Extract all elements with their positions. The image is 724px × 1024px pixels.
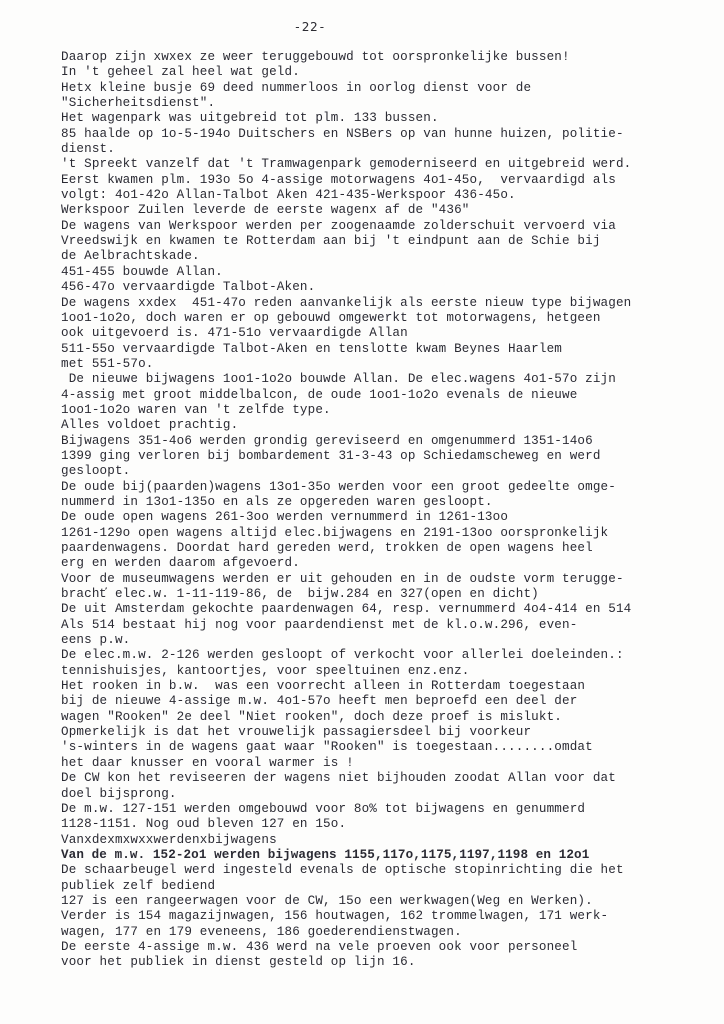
text-line: Vreedswijk en kwamen te Rotterdam aan bij 't eindpunt aan de Schie bij — [61, 234, 601, 249]
text-line: de Aelbrachtskade. — [61, 249, 200, 264]
text-line: "Sicherheitsdienst". — [61, 96, 216, 111]
text-line: doel bijsprong. — [61, 786, 177, 801]
text-line: Het wagenpark was uitgebreid tot plm. 133 bussen. — [61, 111, 439, 126]
text-line: wagen "Rooken" 2e deel "Niet rooken", doch deze proef is mislukt. — [61, 709, 562, 724]
text-line: In 't geheel zal heel wat geld. — [61, 65, 300, 80]
text-line: De uit Amsterdam gekochte paardenwagen 64, resp. vernummerd 4o4-414 en 514 — [61, 602, 632, 617]
text-line: 1261-129o open wagens altijd elec.bijwagens en 2191-13oo oorspronkelijk — [61, 525, 609, 540]
text-line: voor het publiek in dienst gesteld op lijn 16. — [61, 955, 416, 970]
text-line: De nieuwe bijwagens 1oo1-1o2o bouwde Allan. De elec.wagens 4o1-57o zijn — [61, 372, 616, 387]
text-line: De oude bij(paarden)wagens 13o1-35o werden voor een groot gedeelte omge- — [61, 479, 616, 494]
text-line: volgt: 4o1-42o Allan-Talbot Aken 421-435-Werkspoor 436-45o. — [61, 188, 516, 203]
text-line: Daarop zijn xwxex ze weer teruggebouwd tot oorspronkelijke bussen! — [61, 50, 570, 64]
text-line: bij de nieuwe 4-assige m.w. 4o1-57o heeft men beproefd een deel der — [61, 694, 578, 709]
page-number: -22- — [293, 19, 327, 34]
text-line: 1oo1-1o2o, doch waren er op gebouwd omgewerkt tot motorwagens, hetgeen — [61, 310, 601, 325]
text-line: 451-455 bouwde Allan. — [61, 264, 223, 279]
text-line: 4-assig met groot middelbalcon, de oude 1oo1-1o2o evenals de nieuwe — [61, 387, 578, 402]
text-line: publiek zelf bediend — [61, 878, 216, 893]
text-line: 127 is een rangeerwagen voor de CW, 15o een werkwagen(Weg en Werken). — [61, 893, 593, 908]
text-line: eens p.w. — [61, 633, 131, 648]
text-line: De CW kon het reviseeren der wagens niet bijhouden zoodat Allan voor dat — [61, 771, 616, 786]
text-line: De m.w. 127-151 werden omgebouwd voor 8o% tot bijwagens en genummerd — [61, 801, 586, 816]
text-line: De schaarbeugel werd ingesteld evenals de optische stopinrichting die het — [61, 863, 624, 878]
text-line: ook uitgevoerd is. 471-51o vervaardigde Allan — [61, 326, 408, 341]
text-line: 's-winters in de wagens gaat waar "Rooken" is toegestaan........omdat — [61, 740, 593, 755]
text-line: 't Spreekt vanzelf dat 't Tramwagenpark gemoderniseerd en uitgebreid werd. — [61, 157, 632, 172]
text-line — [61, 971, 721, 986]
text-line: De eerste 4-assige m.w. 436 werd na vele proeven ook voor personeel — [61, 939, 578, 954]
text-line: Alles voldoet prachtig. — [61, 418, 239, 433]
text-line: 85 haalde op 1o-5-194o Duitschers en NSBers op van hunne huizen, politie- — [61, 126, 624, 141]
text-line: Werkspoor Zuilen leverde de eerste wagenx af de "436" — [61, 203, 470, 218]
text-line: brachť elec.w. 1-11-119-86, de bijw.284 en 327(open en dicht) — [61, 587, 539, 602]
text-line: De oude open wagens 261-3oo werden vernummerd in 1261-13oo — [61, 510, 509, 525]
text-line: nummerd in 13o1-135o en als ze opgereden waren gesloopt. — [61, 494, 493, 509]
text-line: 1399 ging verloren bij bombardement 31-3-43 op Schiedamscheweg en werd — [61, 448, 601, 463]
text-line: 1oo1-1o2o waren van 't zelfde type. — [61, 402, 331, 417]
text-line: De wagens xxdex 451-47o reden aanvankelijk als eerste nieuw type bijwagen — [61, 295, 632, 310]
text-line: Opmerkelijk is dat het vrouwelijk passagiersdeel bij voorkeur — [61, 725, 532, 740]
text-line: erg en werden daarom afgevoerd. — [61, 556, 300, 571]
text-line: Bijwagens 351-4o6 werden grondig gereviseerd en omgenummerd 1351-14o6 — [61, 433, 593, 448]
text-line: 1128-1151. Nog oud bleven 127 en 15o. — [61, 817, 347, 832]
text-line: Hetx kleine busje 69 deed nummerloos in oorlog dienst voor de — [61, 80, 532, 95]
text-line: wagen, 177 en 179 eveneens, 186 goederendienstwagen. — [61, 924, 462, 939]
text-line: het daar knusser en vooral warmer is ! — [61, 755, 354, 770]
text-line: 511-55o vervaardigde Talbot-Aken en tenslotte kwam Beynes Haarlem — [61, 341, 562, 356]
struck-out-line: Van de m.w. 152-2o1 werden bijwagens 1155,117o,1175,1197,1198 en 12o1 — [61, 847, 590, 862]
text-line: tennishuisjes, kantoortjes, voor speeltuinen enz.enz. — [61, 663, 470, 678]
text-line: De wagens van Werkspoor werden per zoogenaamde zolderschuit vervoerd via — [61, 218, 616, 233]
text-line: De elec.m.w. 2-126 werden gesloopt of verkocht voor allerlei doeleinden.: — [61, 648, 624, 663]
text-line: 456-47o vervaardigde Talbot-Aken. — [61, 280, 316, 295]
text-line: Voor de museumwagens werden er uit gehouden en in de oudste vorm terugge- — [61, 571, 624, 586]
text-line: Eerst kwamen plm. 193o 5o 4-assige motorwagens 4o1-45o, vervaardigd als — [61, 172, 616, 187]
text-line: dienst. — [61, 142, 115, 157]
text-line: gesloopt. — [61, 464, 131, 479]
text-line: met 551-57o. — [61, 356, 154, 371]
document-body — [61, 50, 721, 986]
text-line: Het rooken in b.w. was een voorrecht alleen in Rotterdam toegestaan — [61, 679, 586, 694]
text-line: Als 514 bestaat hij nog voor paardendienst met de kl.o.w.296, even- — [61, 617, 578, 632]
text-line: Vanxdexmxwxxwerdenxbijwagens — [61, 832, 277, 847]
text-line: paardenwagens. Doordat hard gereden werd, trokken de open wagens heel — [61, 541, 593, 555]
text-line: Verder is 154 magazijnwagen, 156 houtwagen, 162 trommelwagen, 171 werk- — [61, 909, 609, 924]
